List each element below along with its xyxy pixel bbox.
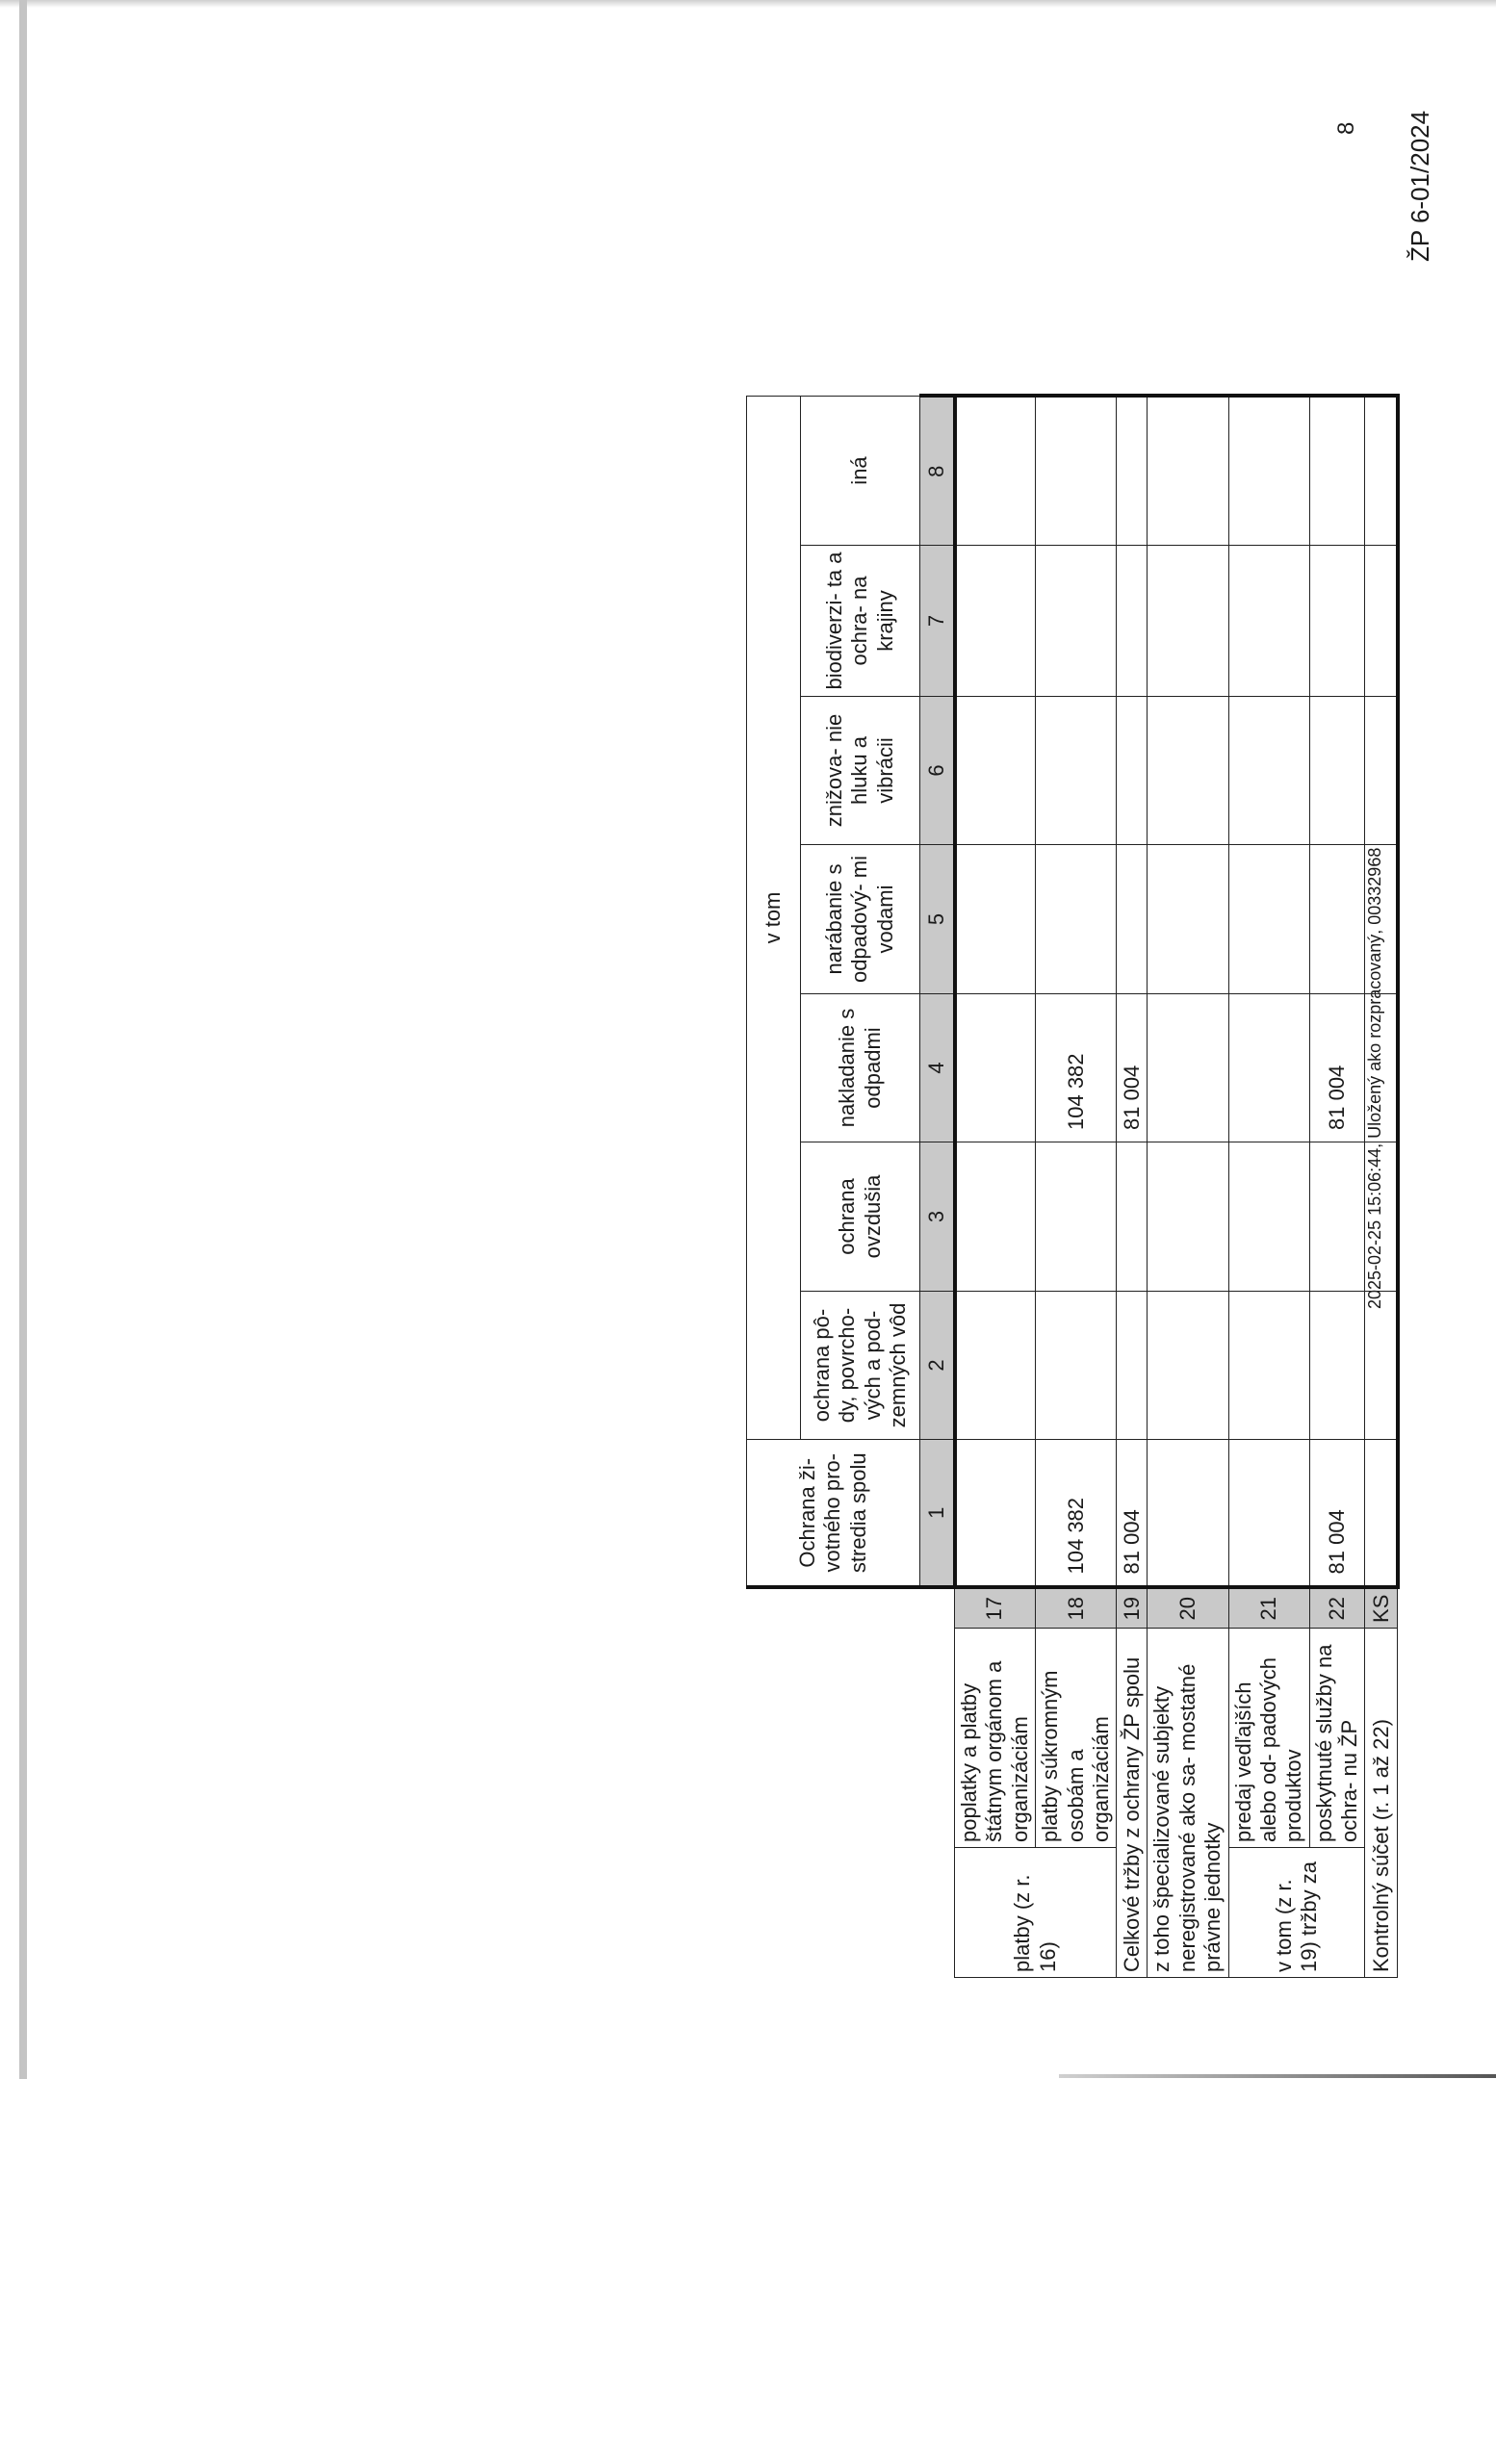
cell-value [1036,697,1117,845]
cell-value [1309,1142,1365,1292]
table-row [1148,397,1228,1978]
cell-value [1148,1440,1228,1588]
cell-value [1365,994,1398,1142]
row-sublabel: poskytnuté služby na ochra- nu ŽP [1309,1629,1365,1848]
cell-value [1365,1440,1398,1588]
cell-value [1309,845,1365,994]
cell-value [1117,697,1148,845]
cell-value: 104 382 [1036,1440,1117,1588]
cell-value [1228,397,1309,546]
header-col-7: biodiverzi- ta a ochra- na krajiny [801,546,920,697]
cell-value [1365,697,1398,845]
page-number: 8 [1333,121,1359,135]
row-label-platby: platby (z r. 16) [955,1848,1117,1978]
cell-value [1148,845,1228,994]
col-number-5: 5 [920,845,955,994]
cell-value [955,994,1036,1142]
cell-value [1309,546,1365,697]
cell-value [1228,697,1309,845]
header-col-4: nakladanie s odpadmi [801,994,920,1142]
cell-value [1228,845,1309,994]
cell-value [955,1440,1036,1588]
header-total: Ochrana ži- votného pro- stredia spolu [747,1440,920,1588]
cell-value [1117,1142,1148,1292]
row-sublabel: poplatky a platby štátnym orgánom a organizáciám [955,1629,1036,1848]
row-number: KS [1365,1588,1398,1629]
row-sublabel: predaj vedľajších alebo od- padových produktov [1228,1629,1309,1848]
cell-value: 81 004 [1309,1440,1365,1588]
row-label-control-sum: Kontrolný súčet (r. 1 až 22) [1365,1629,1398,1978]
cell-value [1036,845,1117,994]
cell-value [1036,1142,1117,1292]
cell-value [1148,1142,1228,1292]
form-id: ŽP 6-01/2024 [1406,110,1434,262]
row-label: Celkové tržby z ochrany ŽP spolu [1117,1629,1148,1978]
table-row [1365,397,1398,1978]
cell-value [1148,546,1228,697]
cell-value [1036,1292,1117,1440]
cell-value [1309,697,1365,845]
row-number: 21 [1228,1588,1309,1629]
cell-value [1148,697,1228,845]
cell-value [1117,397,1148,546]
row-label: z toho špecializované subjekty neregistrované ako sa- mostatné právne jednotky [1148,1629,1228,1978]
cell-value [1148,1292,1228,1440]
cell-value: 81 004 [1117,994,1148,1142]
cell-value: 81 004 [1309,994,1365,1142]
cell-value [955,697,1036,845]
col-number-8: 8 [920,397,955,546]
header-col-2: ochrana pô- dy, povrcho- vých a pod- zemných vôd [801,1292,920,1440]
cell-value: 104 382 [1036,994,1117,1142]
table-row [955,397,1036,1978]
cell-value [1228,546,1309,697]
col-number-1: 1 [920,1440,955,1588]
environment-costs-table [746,395,1400,1979]
col-number-3: 3 [920,1142,955,1292]
header-col-8: iná [801,397,920,546]
row-number: 22 [1309,1588,1365,1629]
cell-value [955,845,1036,994]
row-label-v-tom: v tom (z r. 19) tržby za [1228,1848,1365,1978]
table-row [1117,397,1148,1978]
cell-value [1228,994,1309,1142]
cell-value [1309,1292,1365,1440]
cell-value [1228,1292,1309,1440]
cell-value [1117,1292,1148,1440]
cell-value: 81 004 [1117,1440,1148,1588]
table-row [1309,397,1365,1978]
cell-value [1117,546,1148,697]
cell-value [1365,845,1398,994]
cell-value [1365,1142,1398,1292]
row-number: 20 [1148,1588,1228,1629]
cell-value [1036,546,1117,697]
header-v-tom: v tom [747,397,801,1440]
cell-value [1309,397,1365,546]
row-sublabel: platby súkromným osobám a organizáciám [1036,1629,1117,1848]
header-col-3: ochrana ovzdušia [801,1142,920,1292]
cell-value [1036,397,1117,546]
cell-value [1228,1440,1309,1588]
cell-value [955,1292,1036,1440]
cell-value [1148,397,1228,546]
cell-value [955,1142,1036,1292]
table-row [1036,397,1117,1978]
col-number-7: 7 [920,546,955,697]
row-number: 19 [1117,1588,1148,1629]
table-row [1228,397,1309,1978]
cell-value [955,546,1036,697]
row-number: 18 [1036,1588,1117,1629]
cell-value [955,397,1036,546]
header-col-6: znižova- nie hluku a vibrácii [801,697,920,845]
col-number-4: 4 [920,994,955,1142]
cell-value [1365,397,1398,546]
header-col-5: narábanie s odpadový- mi vodami [801,845,920,994]
row-number: 17 [955,1588,1036,1629]
cell-value [1148,994,1228,1142]
save-status-footer: 2025-02-25 15:06:44, Uložený ako rozpracovaný, 00332968 [1365,847,1384,1309]
cell-value [1365,1292,1398,1440]
cell-value [1228,1142,1309,1292]
col-number-6: 6 [920,697,955,845]
cell-value [1365,546,1398,697]
cell-value [1117,845,1148,994]
col-number-2: 2 [920,1292,955,1440]
